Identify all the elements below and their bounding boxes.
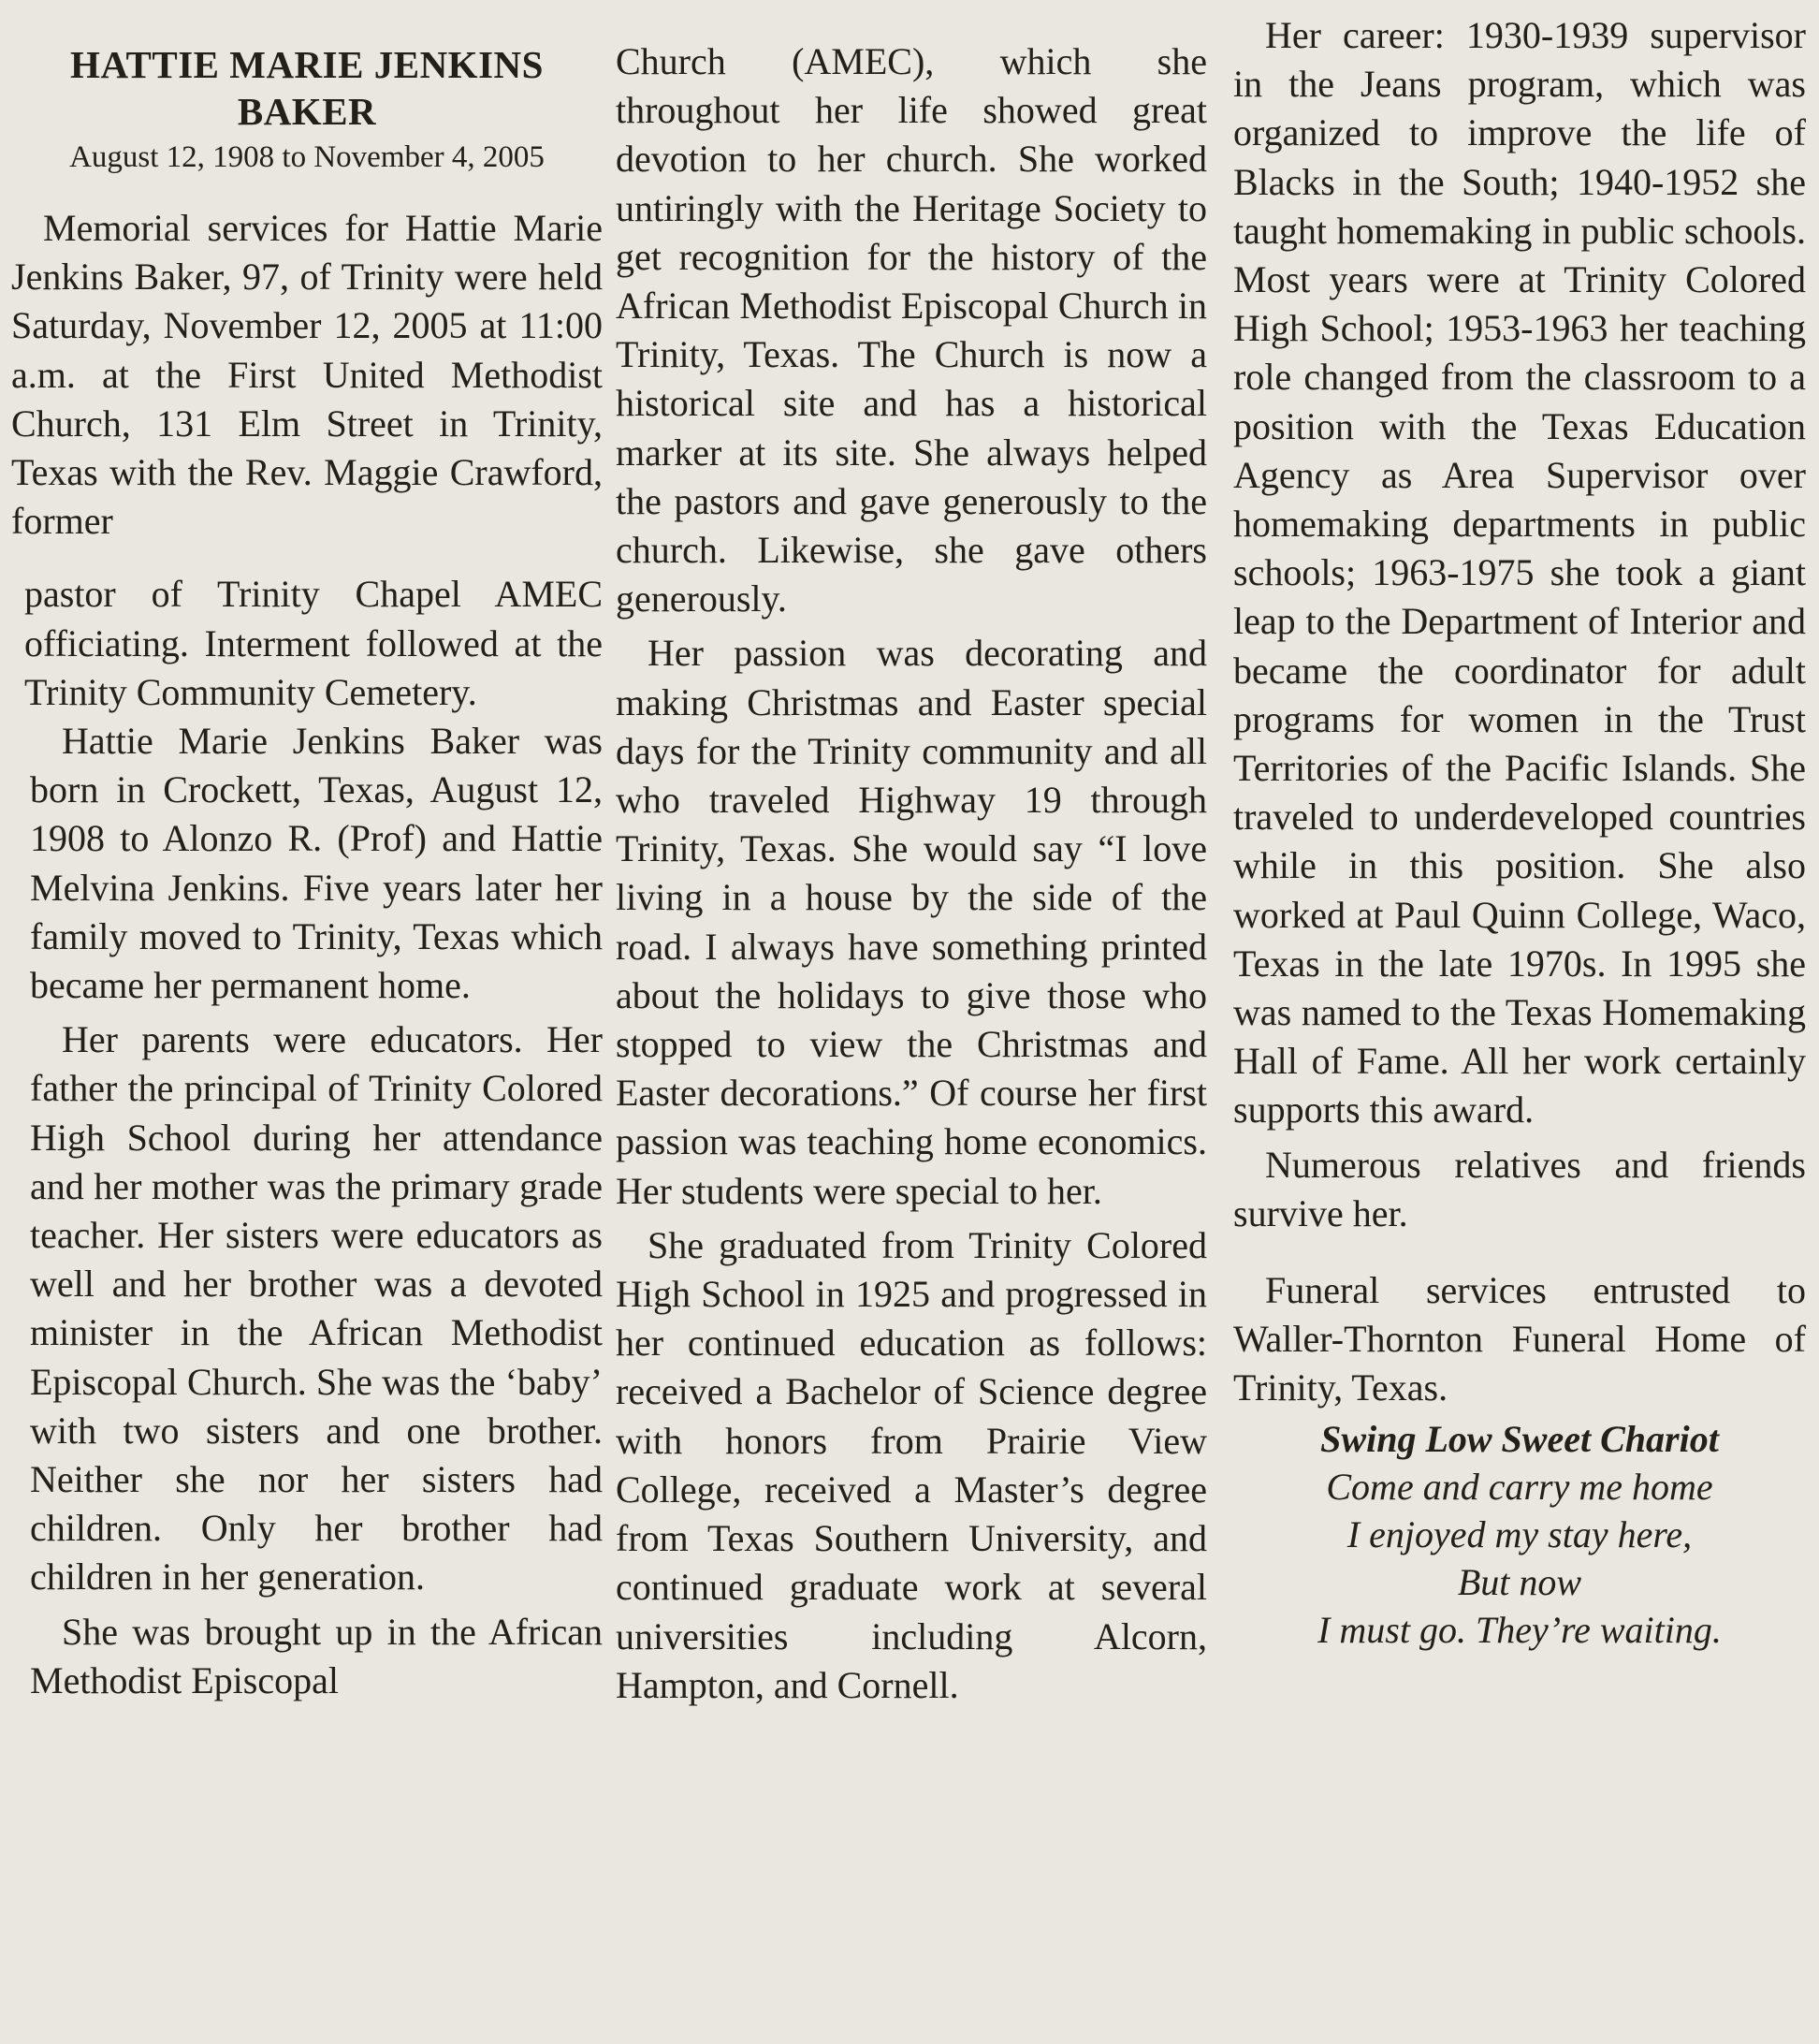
paragraph-funeral-home: Funeral services entrusted to Waller-Thornton Funeral Home of Trinity, Texas. xyxy=(1233,1269,1806,1409)
paragraph-survivors: Numerous relatives and friends survive her. xyxy=(1233,1143,1806,1234)
column-2 xyxy=(616,0,1207,2044)
poem-line: But now xyxy=(1457,1560,1582,1603)
poem-line: I must go. They’re waiting. xyxy=(1317,1608,1722,1651)
paragraph-passion: Her passion was decorating and making Christmas and Easter special days for the Trinity community and all who traveled Highway 19 through Trinity, Texas. She would say “I love living in a house by the side of the road. I always have something printed about the holidays to give those who stopped to view the Christmas and Easter decorations.” Of course her first passion was teaching home economics. Her students were special to her. xyxy=(616,632,1207,1212)
paragraph-birth: Hattie Marie Jenkins Baker was born in Crockett, Texas, August 12, 1908 to Alonzo R. (Prof) and Hattie Melvina Jenkins. Five years later her family moved to Trinity, Texas which became her permanent home. xyxy=(30,720,603,1007)
column-3 xyxy=(1233,0,1806,2044)
paragraph-parents: Her parents were educators. Her father the principal of Trinity Colored High School during her attendance and her mother was the primary grade teacher. Her sisters were educators as well and her brother was a devoted minister in the African Methodist Episcopal Church. She was the ‘baby’ with two sisters and one brother. Neither she nor her sisters had children. Only her brother had children in her generation. xyxy=(30,1018,603,1599)
poem-line: Come and carry me home xyxy=(1326,1465,1713,1508)
closing-poem xyxy=(1233,1415,1806,1654)
paragraph-career: Her career: 1930-1939 supervisor in the Jeans program, which was organized to improve the life of Blacks in the South; 1940-1952 she taught homemaking in public schools. Most years were at Trinity Colored High School; 1953-1963 her teaching role changed from the classroom to a position with the Texas Education Agency as Area Supervisor over homemaking departments in public schools; 1963-1975 she took a giant leap to the Department of Interior and became the coordinator for adult programs for women in the Trust Territories of the Pacific Islands. She traveled to underdeveloped countries while in this position. She also worked at Paul Quinn College, Waco, Texas in the late 1970s. In 1995 she was named to the Texas Homemaking Hall of Fame. All her work certainly supports this award. xyxy=(1233,14,1806,1132)
obituary-title xyxy=(11,41,603,135)
poem-line: I enjoyed my stay here, xyxy=(1346,1512,1693,1555)
paragraph-memorial-services: Memorial services for Hattie Marie Jenkins Baker, 97, of Trinity were held Saturday, November 12, 2005 at 11:00 a.m. at the First United Methodist Church, 131 Elm Street in Trinity, Texas with the Rev. Maggie Crawford, former xyxy=(11,207,603,543)
paragraph-interment: pastor of Trinity Chapel AMEC officiating. Interment followed at the Trinity Community Cemetery. xyxy=(24,573,603,713)
paragraph-upbringing: She was brought up in the African Methodist Episcopal xyxy=(30,1610,603,1701)
column-1 xyxy=(11,0,603,2044)
life-dates: August 12, 1908 to November 4, 2005 xyxy=(69,140,545,174)
paragraph-education: She graduated from Trinity Colored High School in 1925 and progressed in her continued education as follows: received a Bachelor of Science degree with honors from Prairie View College, received a Master’s degree from Texas Southern University, and continued graduate work at several universities including Alcorn, Hampton, and Cornell. xyxy=(616,1223,1207,1706)
title-line-1: HATTIE MARIE JENKINS xyxy=(70,43,544,86)
poem-title: Swing Low Sweet Chariot xyxy=(1320,1417,1719,1460)
paragraph-church: Church (AMEC), which she throughout her life showed great devotion to her church. She worked untiringly with the Heritage Society to get recognition for the history of the African Methodist Episcopal Church in Trinity, Texas. The Church is now a historical site and has a historical marker at its site. She always helped the pastors and gave generously to the church. Likewise, she gave others generously. xyxy=(616,40,1207,620)
title-line-2: BAKER xyxy=(237,90,377,133)
